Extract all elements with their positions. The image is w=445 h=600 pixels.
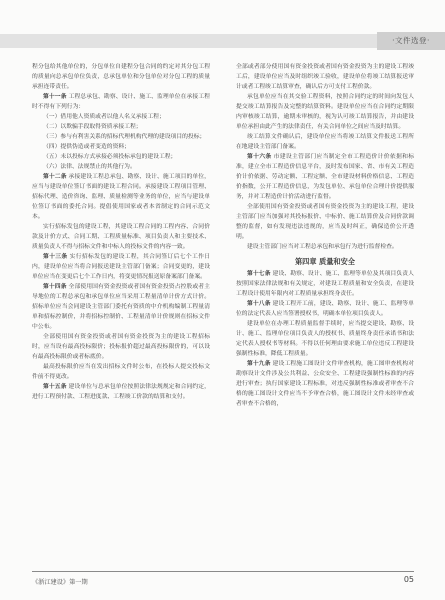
paragraph: [236, 299, 414, 319]
paragraph: [236, 92, 414, 132]
page-number: 05: [403, 575, 414, 584]
article-number: 第十三条: [43, 254, 68, 260]
paragraph: [32, 382, 210, 402]
paragraph-text: 程分包给其他单位的，分包单位自建程分包合同的约定对其分包工程的质量向总承包单位负责，总承包单位和分包单位对分包工程的质量承担连带责任。: [32, 64, 210, 90]
paragraph-text: 承接建设工程总承包、勘察、设计、施工项目的单位，应当与建设单位签订书面的建设工程合同。承接建设工程项目管理、招标代理、造价咨询、监理、质量检测等业务的单位，应当与建设单位签订书面的委托合同。提倡使用国家或者本省制定的合同示范文本。: [32, 174, 210, 220]
footer-publication: 《浙江建设》第一期: [32, 579, 88, 586]
paragraph-text: （一）借用他人资质或者以他人名义承接工程；: [43, 114, 165, 120]
right-column-post: [236, 269, 414, 409]
paragraph-text: 全部使用国有资金投资或者国有资金投资为主的建设工程招标时，应当设有最高投标限价；投标报价超过最高投标限价的，可以设有最高投标限价或者标底价。: [32, 334, 210, 360]
paragraph-text: 建设、勘察、设计、施工、监理等单位及其项目负责人按照国家法律法规和有关规定，对建设工程质量和安全负责，在建设工程设计使用年限内对工程质量承担终身责任。: [236, 271, 414, 297]
right-column: [236, 62, 414, 409]
paragraph-text: （三）参与有利害关系的招标代理机构代理的建设项目的投标；: [43, 134, 206, 140]
paragraph-text: 实行招标发包的建设工程，其建设工程合同的工程内容、合同价款及计价方式、合同工期、工程质量标准、项目负责人和主要技术、质量负责人不得与招标文件和中标人的投标文件的内容一致。: [32, 224, 210, 250]
paragraph: [236, 152, 414, 202]
article-number: 第十六条: [247, 154, 272, 160]
paragraph: [32, 122, 210, 132]
article-number: 第十八条: [247, 301, 271, 307]
article-number: 第十四条: [43, 284, 67, 290]
section-title: 第四章 质量和安全: [294, 257, 355, 266]
paragraph: [236, 359, 414, 409]
paragraph-text: 建设主管部门应当对工程总承包和承包行为进行监督检查。: [247, 244, 398, 250]
paragraph: [32, 222, 210, 252]
paragraph-text: 竣工结算文件确认后，建设单位应当将竣工结算文件报送工程所在地建设主管部门备案。: [236, 134, 414, 150]
paragraph-text: （六）法律、法规禁止的其他行为。: [43, 164, 136, 170]
article-number: 第十二条: [43, 174, 67, 180]
article-number: 第十五条: [43, 384, 67, 390]
paragraph: [236, 242, 414, 252]
paragraph-text: 建设工程开工前，建设、勘察、设计、施工、监理等单位的法定代表人应当签署授权书，明确本单位项目负责人。: [236, 301, 414, 317]
paragraph: [236, 62, 414, 92]
paragraph: [32, 172, 210, 222]
paragraph: [32, 112, 210, 122]
paragraph: [32, 152, 210, 162]
paragraph: [32, 142, 210, 152]
right-column-pre: [236, 62, 414, 252]
paragraph-text: 建设单位在办理工程质量监督手续时，应当提交建设、勘察、设计、施工、监理单位项目负责人的授权书、质量终身责任承诺书和法定代表人授权书等材料。不得以任何理由要求施工单位违反工程建设强制性标准，降低工程质量。: [236, 321, 414, 357]
paragraph: [32, 332, 210, 362]
paragraph-text: 全部或者部分使用国有资金投资或者国有资金投资为主的建设工程竣工后，建设单位应当及时组织竣工验收，建设单位将竣工结算报送审计或者工程竣工结算审查，确认后方可支付工程价款。: [236, 64, 414, 90]
paragraph-text: 实行招标发包的建设工程，其合同签订后七个工作日内，建设单位应当将合同报送建设主管部门备案；合同变更的，建设单位应当在变更后七个工作日内，将变更情况报送原备案部门备案。: [32, 254, 210, 280]
paragraph-text: 全部使用国有资金投资或者国有资金投资占控股或者主导地位的工程总承包和承包单位应当采用工程量清单计价方式计价。招标单位应当会同建设主管部门委托有资质的中介机构编制工程量清单和招标控制价，并将招标控制价、工程量清单计价规则在招标文件中公布。: [32, 284, 210, 330]
paragraph-text: 建设单位与总承包单位按照法律法规规定和合同约定，进行工程预付款、工程进度款、工程竣工价款的结算和支付。: [32, 384, 210, 400]
paragraph: [236, 202, 414, 242]
article-number: 第十九条: [247, 361, 271, 367]
paragraph: [32, 132, 210, 142]
paragraph-text: 市建设主管部门应当制定全市工程造价计价依据和标准，建立全市工程造价信息平台，及时发布国家、省、市有关工程造价计价依据、劳动定额、工程定额、全市建设材料价格信息、工程造价指数，公开工程造价信息，为发包单位、承包单位合理计价提供服务，并对工程造价计价活动进行监督。: [236, 154, 414, 200]
paragraph-text: 全部使用国有资金投资或者国有资金投资为主的建设工程，建设主管部门应当加强对其投标报价、中标价、施工结算价及合同价款调整的监督，如有发现违法违规的，应当及时纠正，确保造价公开透明。: [236, 204, 414, 240]
section-header-label: ·文件选登·: [377, 32, 445, 50]
paragraph-text: （五）未以投标方式承接必须投标承包的建设工程；: [43, 154, 177, 160]
paragraph-text: 最高投标限价应当在发出招标文件时公布，在投标人提交投标文件前不得更改。: [32, 364, 210, 380]
paragraph-text: （四）提供伪造或者变造的资料；: [43, 144, 130, 150]
paragraph: [32, 162, 210, 172]
article-number: 第十一条: [43, 94, 67, 100]
paragraph: [236, 132, 414, 152]
footer-rule: [32, 571, 414, 572]
paragraph: [32, 282, 210, 332]
paragraph-text: 承包单位应当在其交验工程资料，按照合同约定的时间向发包人提交竣工结算报告及完整的结算资料。建设单位应当在合同约定期限内审核竣工结算，逾期未审核的，视为认可竣工结算报告，并由建设单位承担由此产生的法律责任，有关合同单位之间应当及时结算。: [236, 94, 414, 130]
paragraph-text: 建设工程施工图设计文件审查机构，施工图审查机构对勘察设计文件涉及公共利益、公众安全、工程建设强制性标准的内容进行审查；执行国家建设工程标准，对违反强制性标准或者审查不合格的施工图设计文件应当不予审查合格，施工图设计文件未经审查或者审查不合格的，: [236, 361, 414, 407]
paragraph: [236, 269, 414, 299]
paragraph: [236, 319, 414, 359]
paragraph-text: （二）以欺骗手段取得资质承接工程；: [43, 124, 142, 130]
left-column: [32, 62, 210, 402]
article-number: 第十七条: [247, 271, 271, 277]
paragraph-text: 工程总承包、勘察、设计、施工、监理单位在承接工程时不得有下列行为：: [32, 94, 210, 110]
paragraph: [32, 252, 210, 282]
paragraph: [32, 362, 210, 382]
paragraph: [32, 62, 210, 92]
paragraph: [32, 92, 210, 112]
